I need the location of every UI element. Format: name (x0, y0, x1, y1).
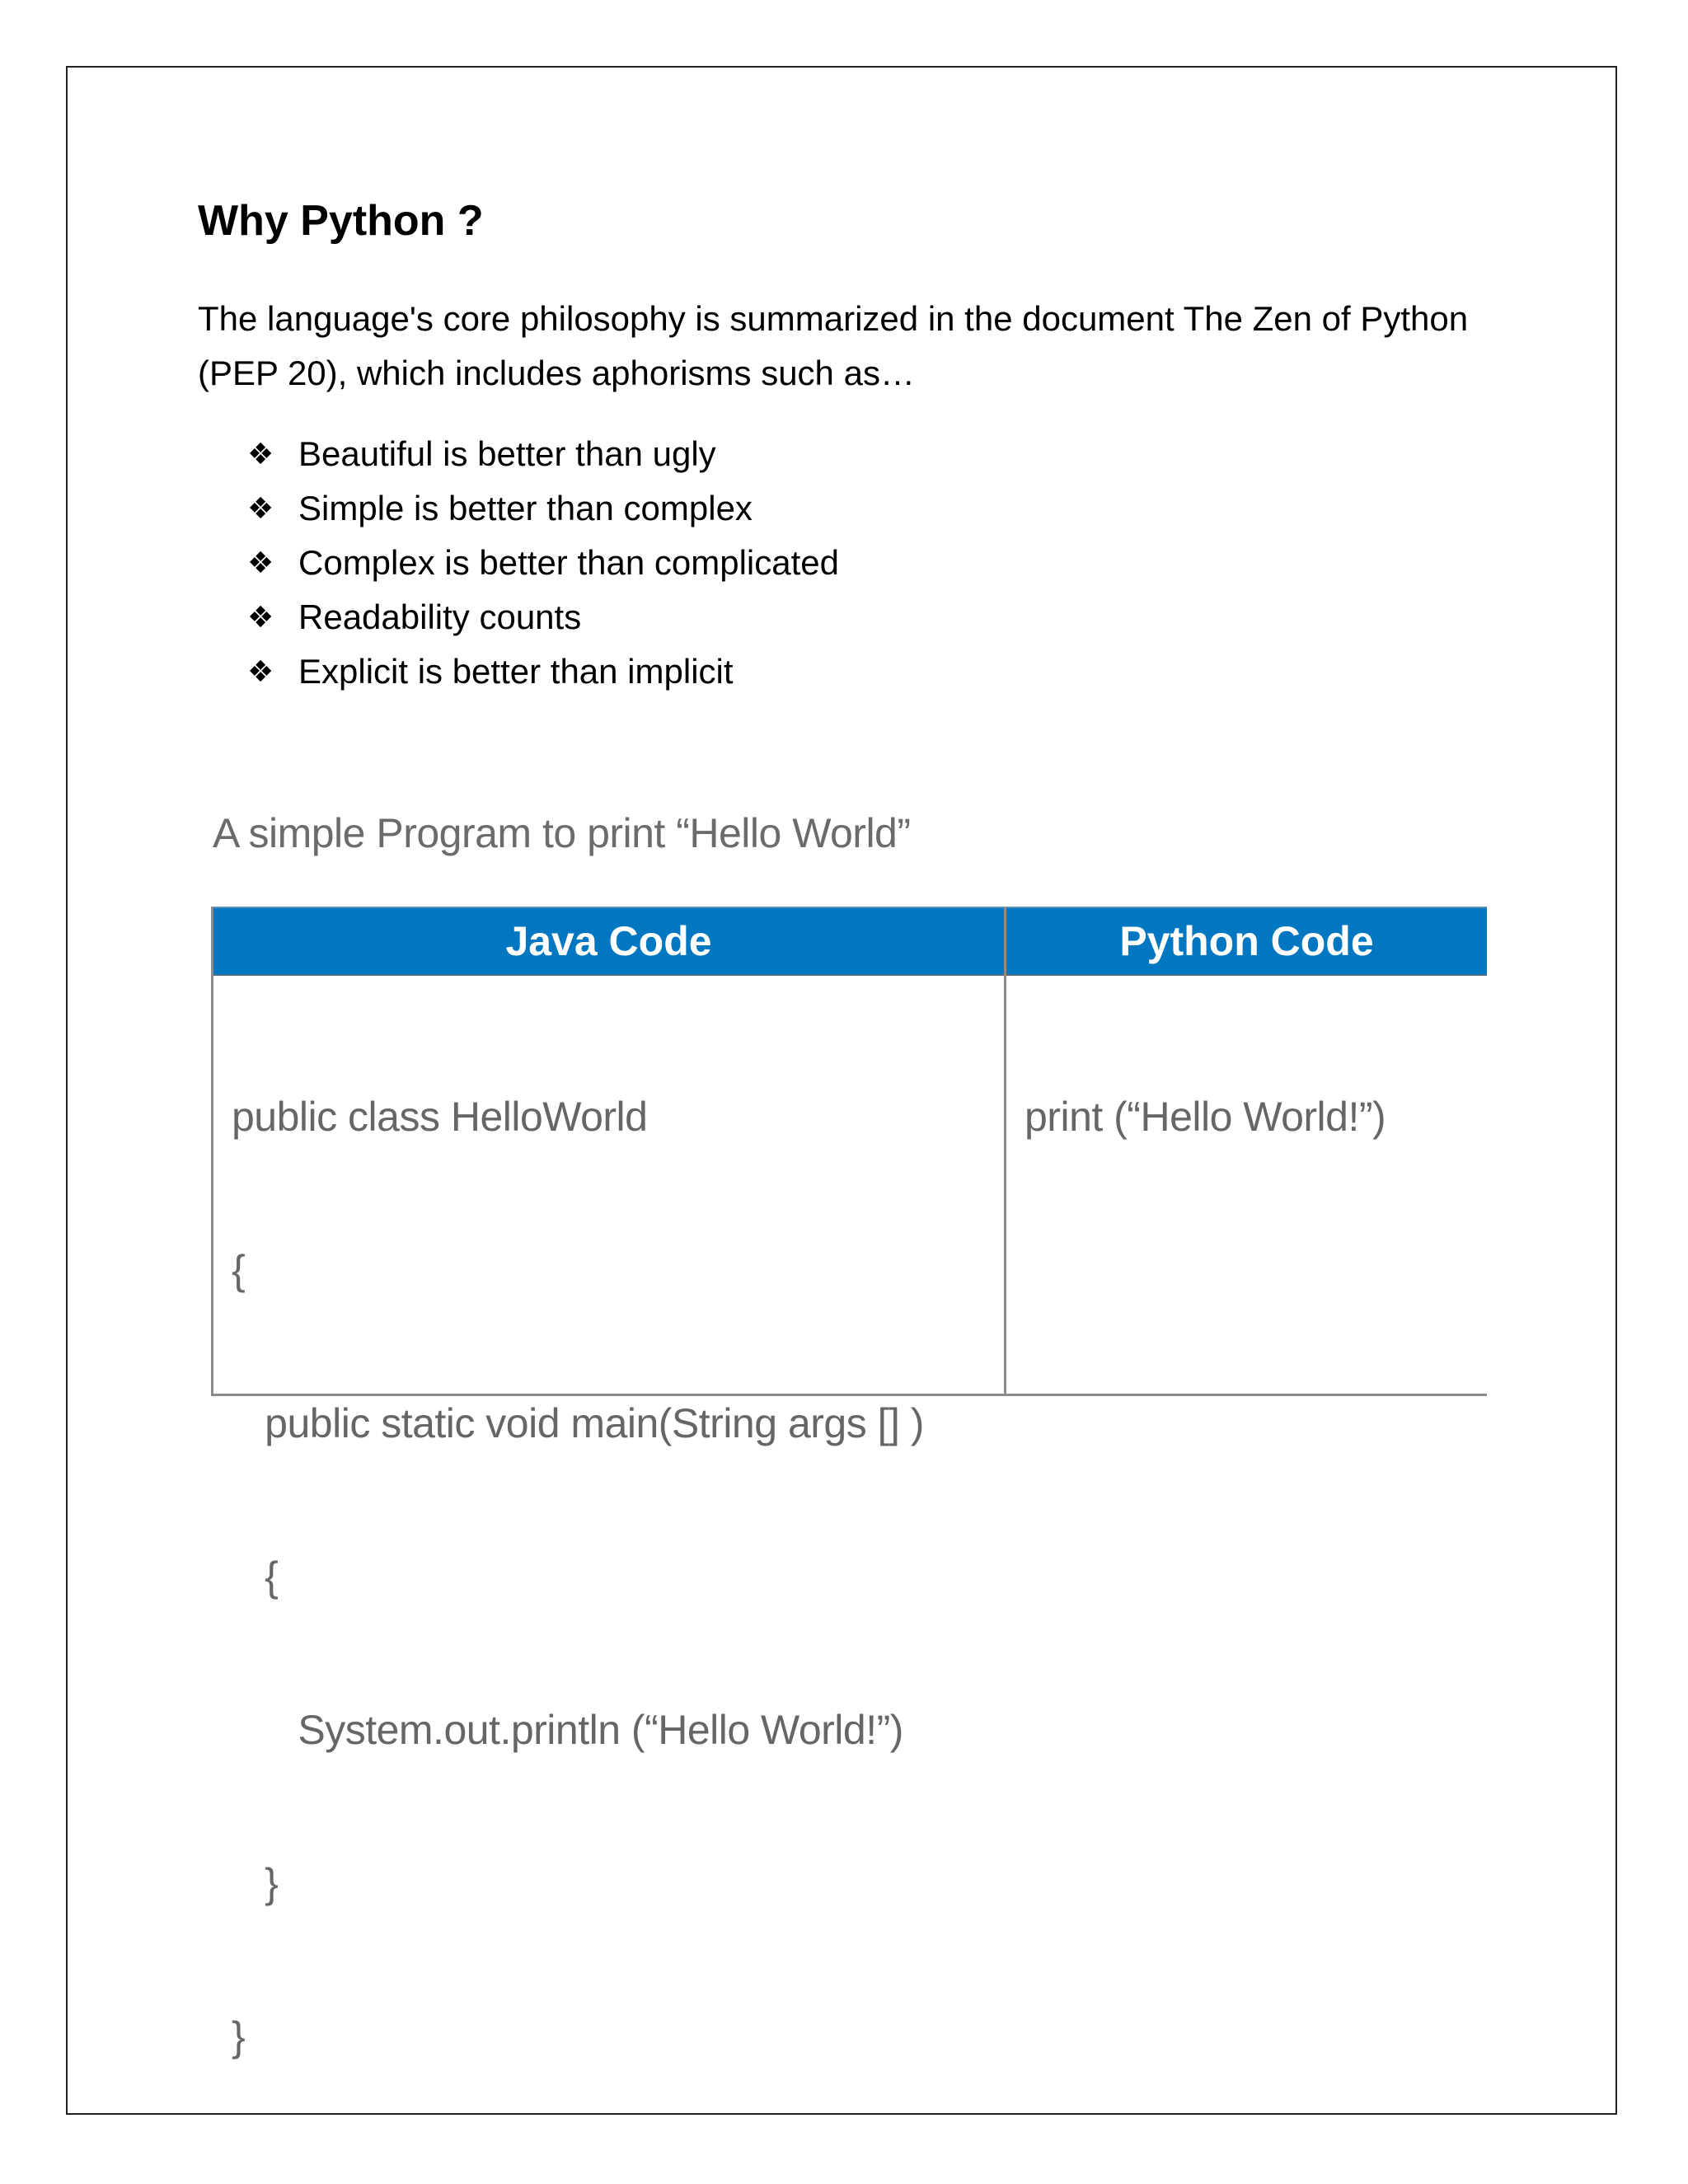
aphorism-text: Simple is better than complex (298, 489, 753, 527)
aphorism-text: Complex is better than complicated (298, 543, 839, 582)
code-line: System.out.println (“Hello World!”) (232, 1707, 903, 1753)
python-column (1006, 907, 1487, 1394)
code-line: print (“Hello World!”) (1025, 1094, 1386, 1140)
page-heading: Why Python ? (198, 197, 484, 245)
code-line: public static void main(String args [] ) (232, 1400, 924, 1446)
aphorism-text: Readability counts (298, 598, 582, 636)
aphorism-text: Beautiful is better than ugly (298, 434, 716, 473)
diamond-bullet-icon: ❖ (247, 437, 274, 471)
list-item (247, 481, 839, 536)
code-line: { (232, 1247, 246, 1293)
code-comparison-table (211, 907, 1487, 2060)
list-item (247, 644, 839, 699)
diamond-bullet-icon: ❖ (247, 546, 274, 579)
list-item (247, 427, 839, 481)
diamond-bullet-icon: ❖ (247, 600, 274, 634)
code-line: } (232, 1860, 279, 1906)
list-item (247, 590, 839, 644)
python-code-block (1006, 976, 1487, 1244)
code-line: } (232, 2013, 246, 2060)
java-column (213, 907, 1006, 2060)
code-line: { (232, 1554, 279, 1600)
python-column-header: Python Code (1006, 907, 1487, 976)
code-line: public class HelloWorld (232, 1094, 648, 1140)
diamond-bullet-icon: ❖ (247, 654, 274, 688)
java-column-header: Java Code (213, 907, 1004, 976)
intro-paragraph: The language's core philosophy is summarized in the document The Zen of Python (PEP 20), which includes aphorisms such as… (198, 299, 1469, 392)
aphorism-list (247, 427, 839, 699)
aphorism-text: Explicit is better than implicit (298, 652, 734, 691)
list-item (247, 536, 839, 590)
java-code-block (213, 976, 1004, 2164)
code-comparison-caption: A simple Program to print “Hello World” (213, 810, 911, 856)
diamond-bullet-icon: ❖ (247, 491, 274, 525)
